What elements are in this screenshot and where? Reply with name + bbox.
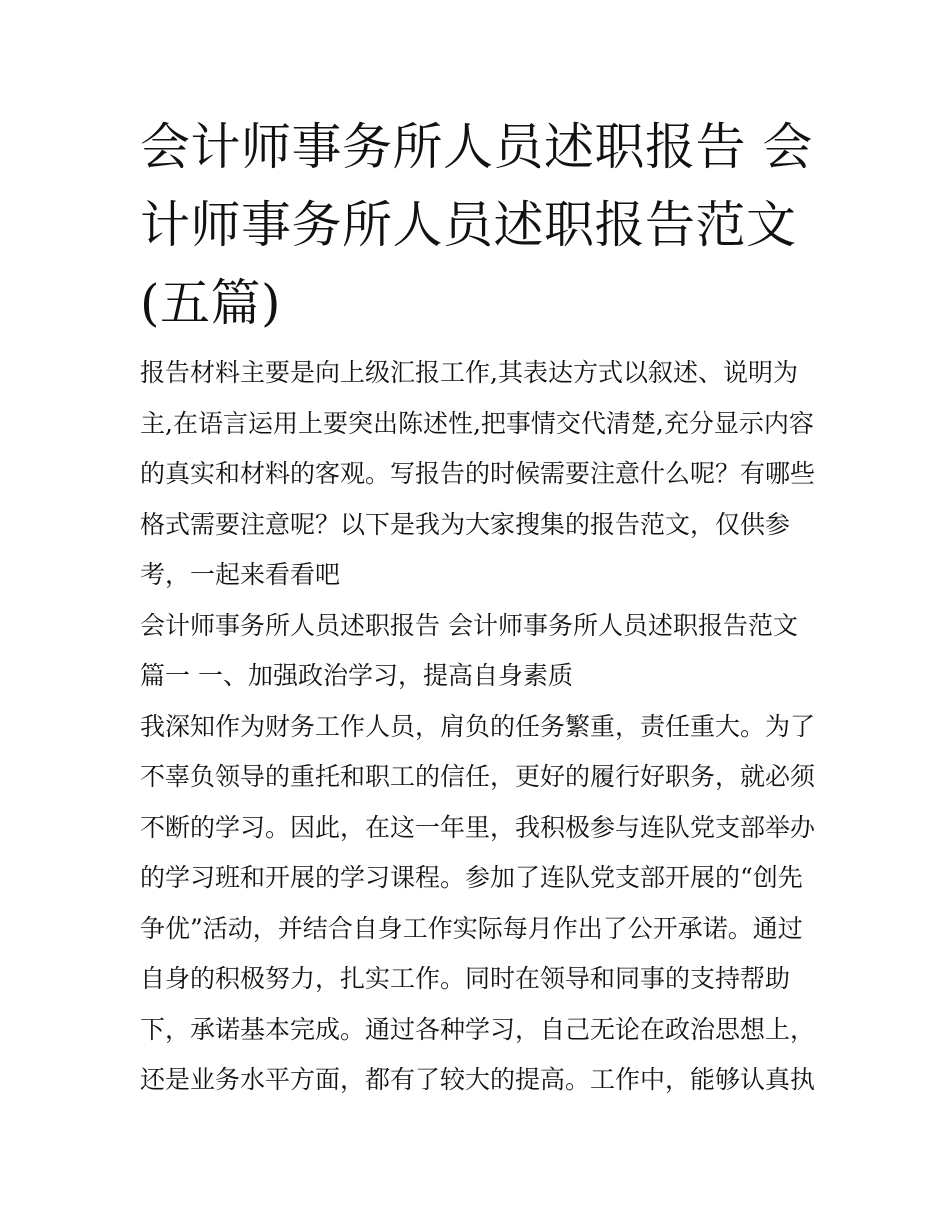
intro-line-5: 考，一起来看看吧 (140, 560, 341, 589)
paragraph-line-8: 还是业务水平方面，都有了较大的提高。工作中，能够认真执 (140, 1065, 816, 1094)
intro-line-1: 报告材料主要是向上级汇报工作,其表达方式以叙述、说明为 (140, 358, 798, 387)
intro-line-2: 主,在语言运用上要突出陈述性,把事情交代清楚,充分显示内容 (140, 408, 814, 438)
document-title (140, 108, 815, 342)
section-heading-line-1: 会计师事务所人员述职报告 会计师事务所人员述职报告范文 (140, 610, 798, 640)
title-line-3: (五篇) (140, 274, 282, 332)
section-heading-line-2: 篇一 一、加强政治学习，提高自身素质 (140, 661, 573, 690)
paragraph-line-6: 自身的积极努力，扎实工作。同时在领导和同事的支持帮助 (140, 964, 791, 993)
paragraph-line-4: 的学习班和开展的学习课程。参加了连队党支部开展的“创先 (140, 863, 803, 892)
paragraph-line-7: 下，承诺基本完成。通过各种学习，自己无论在政治思想上， (140, 1014, 816, 1044)
intro-line-3: 的真实和材料的客观。写报告的时候需要注意什么呢？有哪些 (140, 459, 816, 488)
document-content (140, 108, 815, 1106)
paragraph-line-5: 争优”活动，并结合自身工作实际每月作出了公开承诺。通过 (140, 913, 803, 943)
paragraph-line-3: 不断的学习。因此，在这一年里，我积极参与连队党支部举办 (140, 812, 816, 842)
paragraph-line-1: 我深知作为财务工作人员，肩负的任务繁重，责任重大。为了 (140, 711, 816, 741)
document-body (140, 348, 815, 1106)
intro-line-4: 格式需要注意呢？以下是我为大家搜集的报告范文，仅供参 (140, 509, 791, 539)
title-line-1: 会计师事务所人员述职报告 会 (140, 118, 813, 176)
title-line-2: 计师事务所人员述职报告范文 (140, 196, 797, 254)
paragraph-line-2: 不辜负领导的重托和职工的信任，更好的履行好职务，就必须 (140, 762, 816, 791)
